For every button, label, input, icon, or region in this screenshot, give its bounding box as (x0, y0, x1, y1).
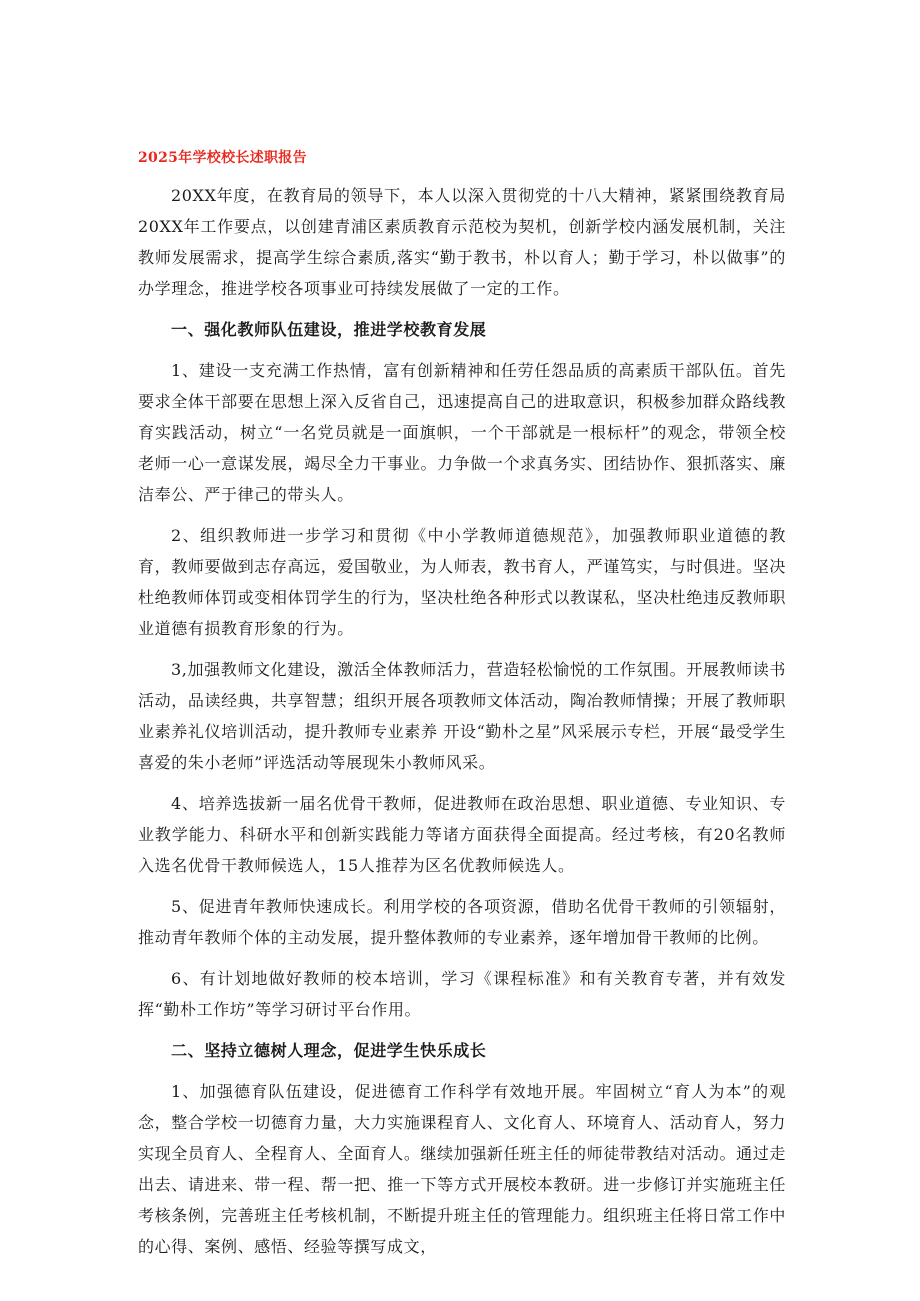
section1-item-1: 1、建设一支充满工作热情，富有创新精神和任劳任怨品质的高素质干部队伍。首先要求全体干部要在思想上深入反省自己，迅速提高自己的进取意识，积极参加群众路线教育实践活动，树立“一名党员就是一面旗帜，一个干部就是一根标杆”的观念，带领全校老师一心一意谋发展，竭尽全力干事业。力争做一个求真务实、团结协作、狠抓落实、廉洁奉公、严于律己的带头人。 (138, 361, 786, 504)
section-heading-2: 二、坚持立德树人理念，促进学生快乐成长 (171, 1041, 487, 1060)
section-heading-1: 一、强化教师队伍建设，推进学校教育发展 (171, 320, 487, 339)
document-body (138, 146, 786, 1272)
section1-item-3: 3,加强教师文化建设，激活全体教师活力，营造轻松愉悦的工作氛围。开展教师读书活动，品读经典，共享智慧；组织开展各项教师文体活动，陶冶教师情操；开展了教师职业素养礼仪培训活动，提升教师专业素养 开设“勤朴之星”风采展示专栏，开展“最受学生喜爱的朱小老师”评选活动等展现朱小教师风采。 (138, 660, 786, 772)
document-title: 2025年学校校长述职报告 (138, 150, 307, 166)
section1-item-2: 2、组织教师进一步学习和贯彻《中小学教师道德规范》，加强教师职业道德的教育，教师要做到志存高远，爱国敬业，为人师表，教书育人，严谨笃实，与时俱进。坚决杜绝教师体罚或变相体罚学生的行为，坚决杜绝各种形式以教谋私，坚决杜绝违反教师职业道德有损教育形象的行为。 (138, 526, 786, 638)
section1-item-5: 5、促进青年教师快速成长。利用学校的各项资源，借助名优骨干教师的引领辐射，推动青年教师个体的主动发展，提升整体教师的专业素养，逐年增加骨干教师的比例。 (138, 897, 786, 947)
section1-item-4: 4、培养选拔新一届名优骨干教师，促进教师在政治思想、职业道德、专业知识、专业教学能力、科研水平和创新实践能力等诸方面获得全面提高。经过考核，有20名教师入选名优骨干教师候选人，15人推荐为区名优教师候选人。 (138, 794, 786, 875)
section1-item-6: 6、有计划地做好教师的校本培训，学习《课程标准》和有关教育专著，并有效发挥“勤朴工作坊”等学习研讨平台作用。 (138, 969, 786, 1019)
section2-item-1: 1、加强德育队伍建设，促进德育工作科学有效地开展。牢固树立“育人为本”的观念，整合学校一切德育力量，大力实施课程育人、文化育人、环境育人、活动育人，努力实现全员育人、全程育人、全面育人。继续加强新任班主任的师徒带教结对活动。通过走出去、请进来、带一程、帮一把、推一下等方式开展校本教研。进一步修订并实施班主任考核条例，完善班主任考核机制，不断提升班主任的管理能力。组织班主任将日常工作中的心得、案例、感悟、经验等撰写成文， (138, 1082, 786, 1256)
intro-paragraph: 20XX年度，在教育局的领导下，本人以深入贯彻党的十八大精神，紧紧围绕教育局20XX年工作要点，以创建青浦区素质教育示范校为契机，创新学校内涵发展机制，关注教师发展需求，提高学生综合素质,落实“勤于教书，朴以育人；勤于学习，朴以做事”的办学理念，推进学校各项事业可持续发展做了一定的工作。 (138, 186, 786, 298)
